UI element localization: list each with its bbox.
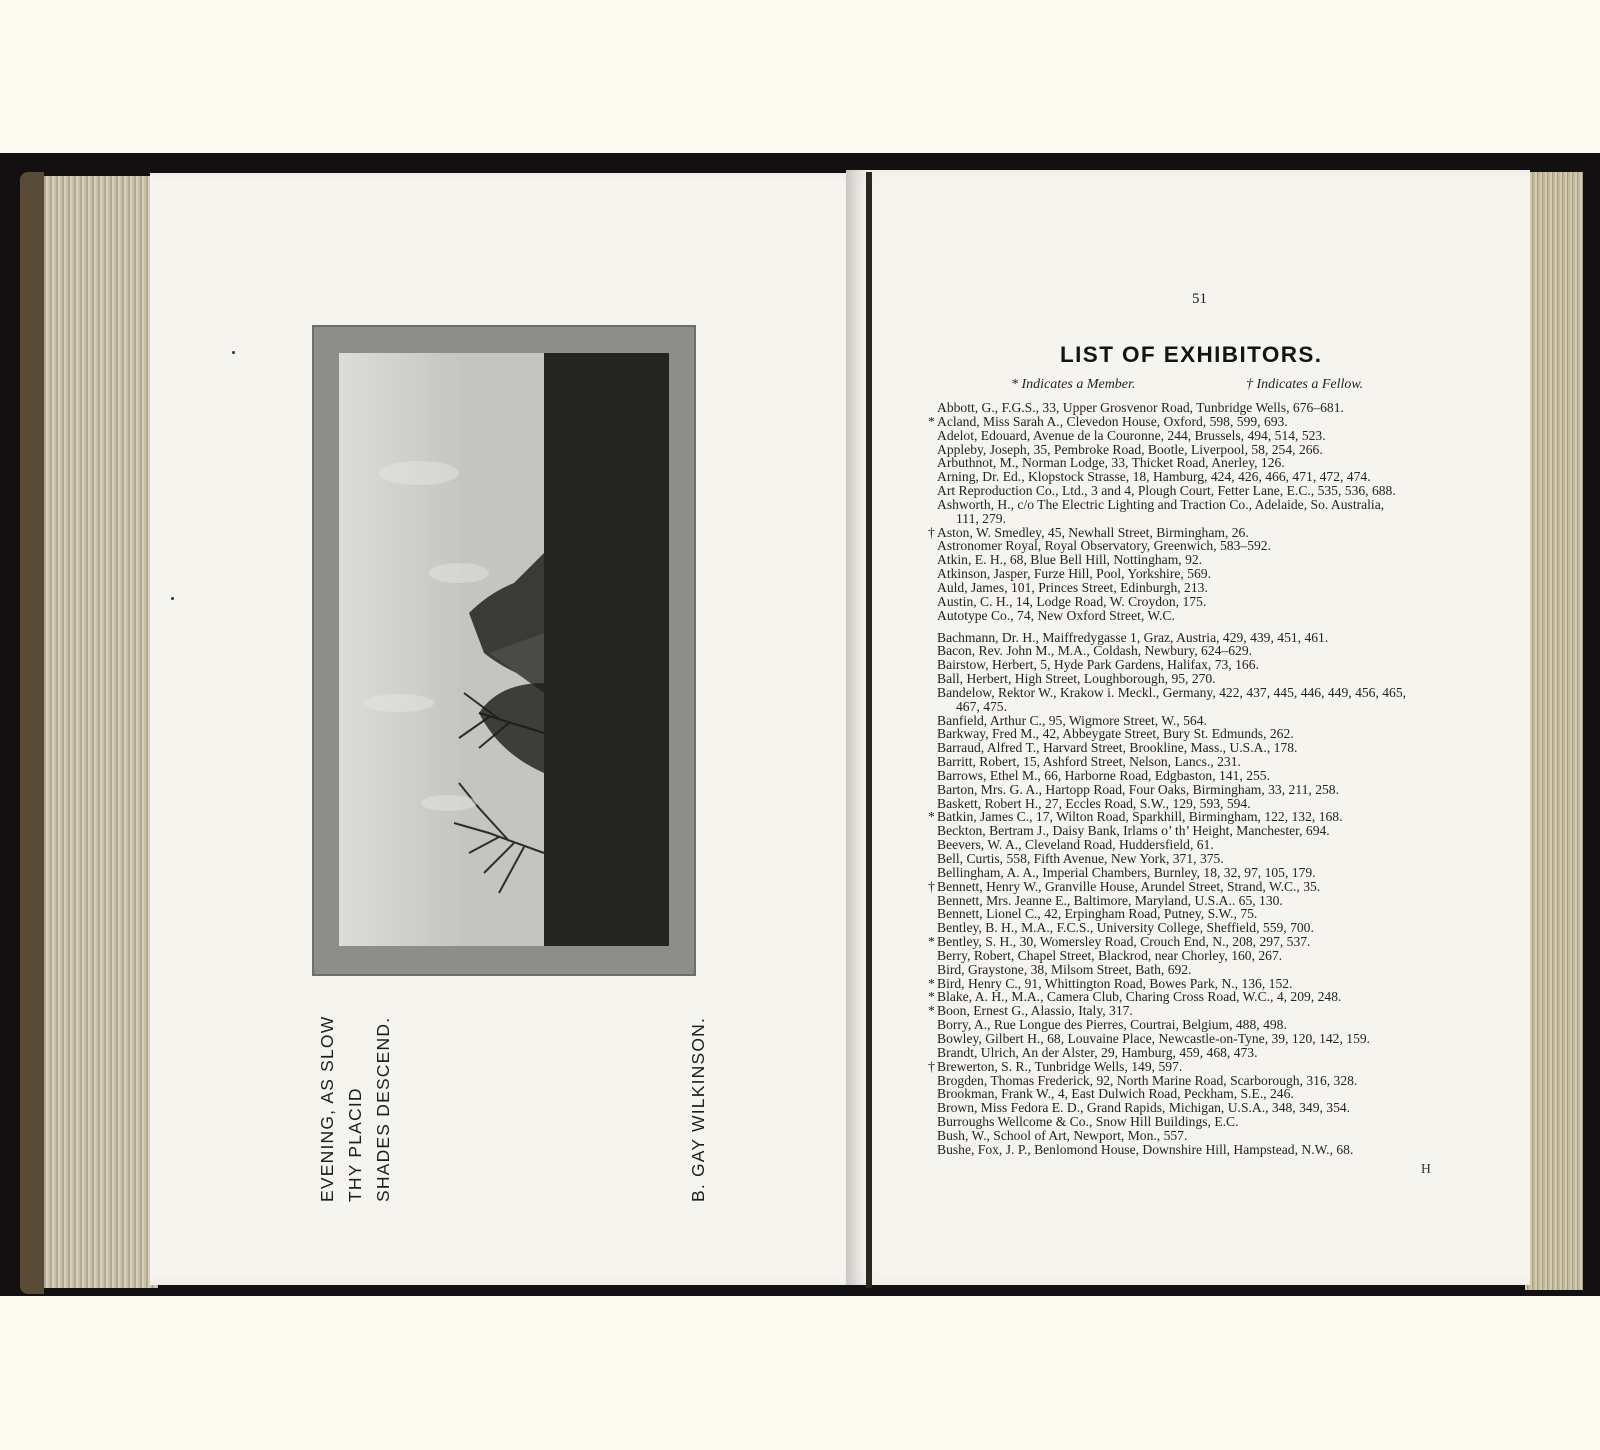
exhibitor-entry [921, 963, 1481, 977]
exhibitor-entry [921, 741, 1481, 755]
exhibitor-entry [921, 755, 1481, 769]
exhibitor-text: Blake, A. H., M.A., Camera Club, Charing Cross Road, W.C., 4, 209, 248. [937, 989, 1342, 1005]
exhibitor-entry [921, 658, 1481, 672]
exhibitor-text: Bird, Graystone, 38, Milsom Street, Bath, 692. [937, 961, 1192, 977]
exhibitor-text: Auld, James, 101, Princes Street, Edinburgh, 213. [937, 579, 1208, 595]
exhibitor-text: Bentley, S. H., 30, Womersley Road, Crouch End, N., 208, 297, 537. [937, 934, 1311, 950]
photo-plate [312, 325, 696, 976]
exhibitor-text: Bennett, Henry W., Granville House, Arundel Street, Strand, W.C., 35. [937, 878, 1321, 894]
exhibitor-text: Bush, W., School of Art, Newport, Mon., 557. [937, 1127, 1188, 1143]
exhibitor-entry [921, 935, 1481, 949]
exhibitor-entry [921, 470, 1481, 484]
exhibitor-text: Ball, Herbert, High Street, Loughborough, 95, 270. [937, 671, 1216, 687]
member-legend: * Indicates a Member. [1011, 377, 1136, 392]
exhibitor-entry [921, 880, 1481, 894]
exhibitor-entry [921, 838, 1481, 852]
exhibitor-text: Atkin, E. H., 68, Blue Bell Hill, Nottingham, 92. [937, 552, 1203, 568]
page-number: 51 [1192, 291, 1207, 307]
exhibitor-entry [921, 1115, 1481, 1129]
exhibitor-text: Banfield, Arthur C., 95, Wigmore Street, W., 564. [937, 712, 1207, 728]
exhibitor-entry [921, 1087, 1481, 1101]
exhibitor-text: Ashworth, H., c/o The Electric Lighting and Traction Co., Adelaide, So. Australia, [937, 496, 1385, 512]
exhibitor-entry [921, 1074, 1481, 1088]
membership-mark: * [928, 989, 935, 1005]
exhibitor-text: Austin, C. H., 14, Lodge Road, W. Croydon, 175. [937, 593, 1207, 609]
exhibitor-text: Arning, Dr. Ed., Klopstock Strasse, 18, Hamburg, 424, 426, 466, 471, 472, 474. [937, 469, 1371, 485]
exhibitor-entry [921, 852, 1481, 866]
exhibitor-entry [921, 644, 1481, 658]
signature-mark: H [1421, 1161, 1431, 1176]
membership-mark: * [928, 975, 935, 991]
exhibitor-entry [921, 810, 1481, 824]
exhibitor-entry [921, 783, 1481, 797]
membership-mark: * [928, 934, 935, 950]
membership-mark: † [928, 1058, 935, 1074]
membership-mark: † [928, 878, 935, 894]
exhibitor-text: Bachmann, Dr. H., Maiffredygasse 1, Graz, Austria, 429, 439, 451, 461. [937, 629, 1329, 645]
right-page-edges [1525, 172, 1583, 1290]
exhibitor-text: Brandt, Ulrich, An der Alster, 29, Hamburg, 459, 468, 473. [937, 1044, 1258, 1060]
exhibitor-entry [921, 609, 1481, 623]
exhibitor-text: Abbott, G., F.G.S., 33, Upper Grosvenor Road, Tunbridge Wells, 676–681. [937, 400, 1344, 415]
exhibitor-text: Art Reproduction Co., Ltd., 3 and 4, Plough Court, Fetter Lane, E.C., 535, 536, 688. [937, 483, 1396, 499]
exhibitor-entry [921, 1143, 1481, 1157]
exhibitor-text: Appleby, Joseph, 35, Pembroke Road, Bootle, Liverpool, 58, 254, 266. [937, 441, 1323, 457]
exhibitor-text: Beevers, W. A., Cleveland Road, Huddersfield, 61. [937, 837, 1214, 853]
exhibitor-text: Brookman, Frank W., 4, East Dulwich Road, Peckham, S.E., 246. [937, 1086, 1294, 1102]
exhibitor-text: Batkin, James C., 17, Wilton Road, Sparkhill, Birmingham, 122, 132, 168. [937, 809, 1343, 825]
exhibitor-text: Barton, Mrs. G. A., Hartopp Road, Four Oaks, Birmingham, 33, 211, 258. [937, 781, 1339, 797]
exhibitor-entry [921, 797, 1481, 811]
exhibitor-text: Bushe, Fox, J. P., Benlomond House, Downshire Hill, Hampstead, N.W., 68. [937, 1141, 1354, 1157]
membership-mark: * [928, 1003, 935, 1019]
exhibitor-entry [921, 429, 1481, 443]
exhibitor-entry [921, 595, 1481, 609]
exhibitor-text: Arbuthnot, M., Norman Lodge, 33, Thicket Road, Anerley, 126. [937, 455, 1285, 471]
exhibitor-entry [921, 553, 1481, 567]
page-speck [171, 597, 174, 600]
exhibitor-entry [921, 907, 1481, 921]
left-cover [20, 172, 44, 1294]
exhibitor-entry [921, 526, 1481, 540]
exhibitor-text: 111, 279. [956, 510, 1006, 526]
membership-mark: † [928, 524, 935, 540]
exhibitor-entry [921, 1018, 1481, 1032]
photo-caption [313, 1016, 397, 1202]
exhibitor-entry [921, 714, 1481, 728]
exhibitor-text: Baskett, Robert H., 27, Eccles Road, S.W., 129, 593, 594. [937, 795, 1251, 811]
exhibitor-entry [921, 727, 1481, 741]
exhibitor-entry [921, 1129, 1481, 1143]
landscape-photograph [339, 353, 669, 946]
exhibitor-text: Brewerton, S. R., Tunbridge Wells, 149, 597. [937, 1058, 1183, 1074]
membership-mark: * [928, 413, 935, 429]
exhibitor-text: Bairstow, Herbert, 5, Hyde Park Gardens, Halifax, 73, 166. [937, 657, 1259, 673]
exhibitor-entry [921, 456, 1481, 470]
exhibitor-text: Bacon, Rev. John M., M.A., Coldash, Newbury, 624–629. [937, 643, 1253, 659]
exhibitor-entry [921, 1004, 1481, 1018]
landscape-photograph-drawing [339, 353, 669, 946]
exhibitor-text: Acland, Miss Sarah A., Clevedon House, Oxford, 598, 599, 693. [937, 413, 1288, 429]
exhibitor-entry [921, 949, 1481, 963]
exhibitor-text: Bellingham, A. A., Imperial Chambers, Burnley, 18, 32, 97, 105, 179. [937, 864, 1316, 880]
exhibitor-text: Bird, Henry C., 91, Whittington Road, Bowes Park, N., 136, 152. [937, 975, 1293, 991]
exhibitor-entry [921, 866, 1481, 880]
exhibitor-entry [921, 443, 1481, 457]
photographer-credit: B. GAY WILKINSON. [688, 1016, 708, 1202]
book-gutter [866, 172, 872, 1288]
exhibitor-entry [921, 1032, 1481, 1046]
exhibitor-text: Barritt, Robert, 15, Ashford Street, Nelson, Lancs., 231. [937, 754, 1241, 770]
exhibitor-entry [921, 401, 1481, 415]
exhibitor-entry [921, 1101, 1481, 1115]
exhibitor-entry [921, 894, 1481, 908]
exhibitor-text: Adelot, Edouard, Avenue de la Couronne, 244, Brussels, 494, 514, 523. [937, 427, 1326, 443]
exhibitor-entry [921, 824, 1481, 838]
exhibitor-entry [921, 631, 1481, 645]
exhibitor-text: Bennett, Mrs. Jeanne E., Baltimore, Maryland, U.S.A.. 65, 130. [937, 892, 1283, 908]
exhibitor-entry [921, 567, 1481, 581]
exhibitor-text: Bowley, Gilbert H., 68, Louvaine Place, Newcastle-on-Tyne, 39, 120, 142, 159. [937, 1030, 1371, 1046]
exhibitor-text: Brogden, Thomas Frederick, 92, North Marine Road, Scarborough, 316, 328. [937, 1072, 1358, 1088]
exhibitor-entry [921, 498, 1481, 512]
exhibitor-text: Barraud, Alfred T., Harvard Street, Brookline, Mass., U.S.A., 178. [937, 740, 1298, 756]
exhibitor-text: Autotype Co., 74, New Oxford Street, W.C. [937, 607, 1175, 623]
exhibitor-text: Bandelow, Rektor W., Krakow i. Meckl., Germany, 422, 437, 445, 446, 449, 456, 465, [937, 684, 1407, 700]
caption-line: THY PLACID [345, 1087, 365, 1202]
exhibitor-entry [921, 1046, 1481, 1060]
exhibitor-entry-continuation [921, 700, 1481, 714]
exhibitor-entry [921, 977, 1481, 991]
exhibitor-text: Barrows, Ethel M., 66, Harborne Road, Edgbaston, 141, 255. [937, 767, 1270, 783]
exhibitor-text: Berry, Robert, Chapel Street, Blackrod, near Chorley, 160, 267. [937, 947, 1283, 963]
membership-mark: * [928, 809, 935, 825]
exhibitor-entry [921, 686, 1481, 700]
exhibitor-entry [921, 672, 1481, 686]
page-speck [232, 351, 235, 354]
caption-line: SHADES DESCEND. [373, 1016, 393, 1202]
exhibitor-text: Aston, W. Smedley, 45, Newhall Street, Birmingham, 26. [937, 524, 1249, 540]
exhibitor-entry [921, 990, 1481, 1004]
exhibitor-text: Beckton, Bertram J., Daisy Bank, Irlams o’ th’ Height, Manchester, 694. [937, 823, 1330, 839]
fellow-legend: † Indicates a Fellow. [1246, 377, 1364, 392]
exhibitor-text: Atkinson, Jasper, Furze Hill, Pool, Yorkshire, 569. [937, 566, 1211, 582]
exhibitor-entry [921, 1060, 1481, 1074]
caption-line: EVENING, AS SLOW [317, 1015, 337, 1202]
exhibitor-text: Boon, Ernest G., Alassio, Italy, 317. [937, 1003, 1133, 1019]
exhibitor-entry [921, 581, 1481, 595]
exhibitor-list [921, 401, 1481, 1157]
exhibitor-entry [921, 769, 1481, 783]
exhibitor-entry [921, 484, 1481, 498]
exhibitor-entry [921, 921, 1481, 935]
exhibitor-text: Barkway, Fred M., 42, Abbeygate Street, Bury St. Edmunds, 262. [937, 726, 1294, 742]
exhibitor-text: Bentley, B. H., M.A., F.C.S., University College, Sheffield, 559, 700. [937, 920, 1314, 936]
exhibitor-text: Astronomer Royal, Royal Observatory, Greenwich, 583–592. [937, 538, 1271, 554]
exhibitor-text: 467, 475. [956, 698, 1007, 714]
exhibitor-text: Bell, Curtis, 558, Fifth Avenue, New York, 371, 375. [937, 851, 1224, 866]
exhibitor-entry [921, 415, 1481, 429]
exhibitor-entry [921, 539, 1481, 553]
page-title: LIST OF EXHIBITORS. [1060, 342, 1323, 367]
exhibitor-text: Brown, Miss Fedora E. D., Grand Rapids, Michigan, U.S.A., 348, 349, 354. [937, 1100, 1351, 1116]
exhibitor-text: Burroughs Wellcome & Co., Snow Hill Buildings, E.C. [937, 1114, 1239, 1130]
exhibitor-text: Borry, A., Rue Longue des Pierres, Courtrai, Belgium, 488, 498. [937, 1017, 1287, 1033]
exhibitor-entry-continuation [921, 512, 1481, 526]
exhibitor-text: Bennett, Lionel C., 42, Erpingham Road, Putney, S.W., 75. [937, 906, 1258, 922]
